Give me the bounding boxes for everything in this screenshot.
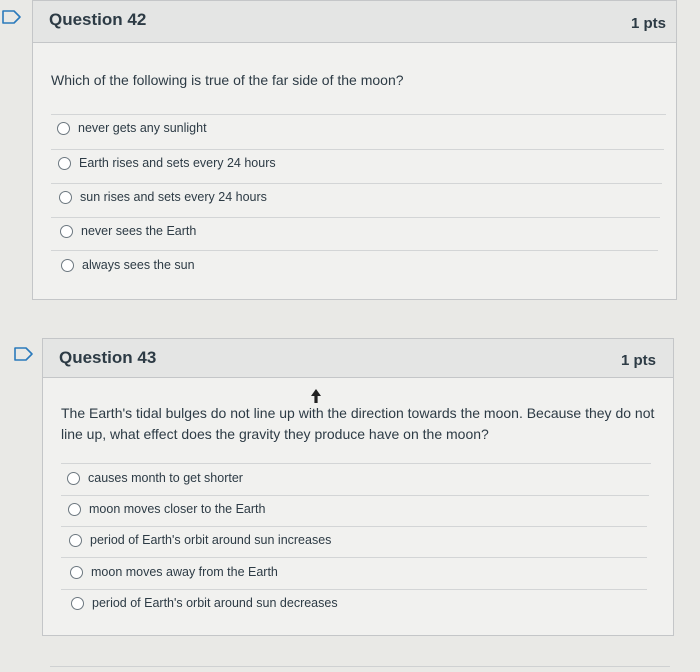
answer-label: period of Earth's orbit around sun increases (90, 533, 332, 547)
question-43-text (61, 403, 654, 445)
question-42-title: Question 42 (49, 10, 147, 29)
radio-button[interactable] (69, 534, 82, 547)
answer-option[interactable] (60, 224, 196, 238)
answer-label: Earth rises and sets every 24 hours (79, 156, 276, 170)
answer-label: period of Earth's orbit around sun decreases (92, 596, 338, 610)
divider (61, 589, 647, 590)
question-43-card (42, 338, 674, 636)
radio-button[interactable] (57, 122, 70, 135)
divider (61, 495, 649, 496)
question-42-text: Which of the following is true of the far side of the moon? (51, 72, 404, 88)
radio-button[interactable] (61, 259, 74, 272)
question-42-points: 1 pts (630, 15, 666, 32)
answer-option[interactable] (67, 471, 243, 485)
divider (51, 217, 660, 218)
divider (51, 114, 666, 115)
divider (51, 183, 662, 184)
radio-button[interactable] (59, 191, 72, 204)
radio-button[interactable] (60, 225, 73, 238)
answer-label: moon moves away from the Earth (91, 565, 278, 579)
question-42-card (32, 0, 677, 300)
answer-label: never gets any sunlight (78, 121, 207, 135)
radio-button[interactable] (67, 472, 80, 485)
answer-option[interactable] (68, 502, 265, 516)
answer-label: always sees the sun (82, 258, 195, 272)
divider (51, 250, 658, 251)
flag-question-43-icon[interactable] (14, 347, 34, 361)
question-42-header (33, 1, 676, 43)
answer-label: causes month to get shorter (88, 471, 243, 485)
answer-option[interactable] (58, 156, 276, 170)
answer-label: sun rises and sets every 24 hours (80, 190, 267, 204)
question-43-header (43, 339, 673, 378)
next-question-edge (50, 666, 670, 667)
answer-option[interactable] (70, 565, 278, 579)
question-43-points: 1 pts (620, 352, 656, 369)
question-43-text-line-1: The Earth's tidal bulges do not line up with the direction towards the moon. Because they do not (61, 405, 655, 421)
answer-option[interactable] (61, 258, 195, 272)
divider (61, 526, 647, 527)
divider (51, 149, 664, 150)
answer-option[interactable] (57, 121, 207, 135)
divider (61, 557, 647, 558)
answer-label: moon moves closer to the Earth (89, 502, 266, 516)
radio-button[interactable] (70, 566, 83, 579)
flag-question-42-icon[interactable] (2, 10, 22, 24)
answer-label: never sees the Earth (81, 224, 197, 238)
radio-button[interactable] (71, 597, 84, 610)
question-43-text-line-2: line up, what effect does the gravity they produce have on the moon? (61, 426, 489, 442)
answer-option[interactable] (59, 190, 267, 204)
answer-option[interactable] (71, 596, 338, 610)
divider (61, 463, 651, 464)
mouse-cursor-icon (311, 389, 321, 403)
answer-option[interactable] (69, 533, 331, 547)
radio-button[interactable] (68, 503, 81, 516)
radio-button[interactable] (58, 157, 71, 170)
question-43-title: Question 43 (59, 348, 157, 367)
